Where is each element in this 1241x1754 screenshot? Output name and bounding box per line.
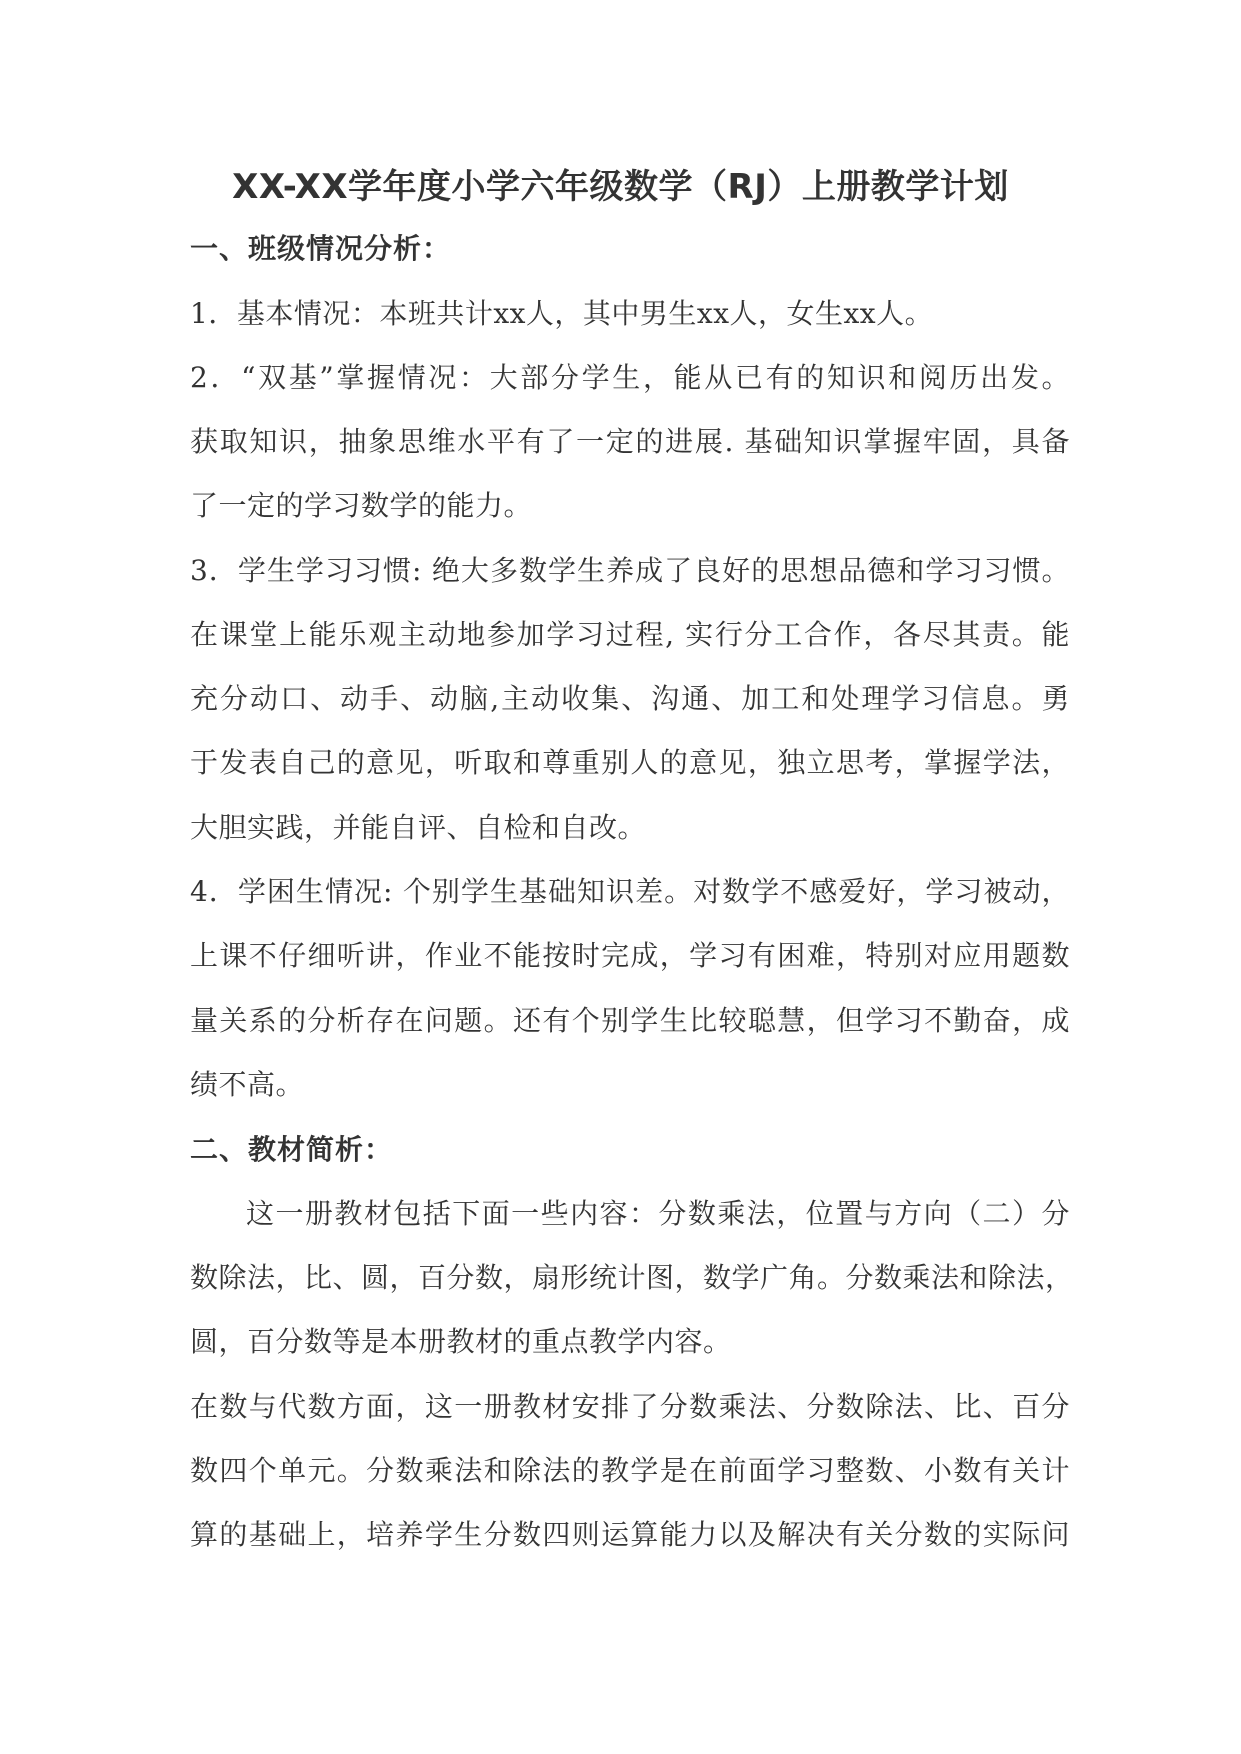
paragraph-line: 数除法，比、圆，百分数，扇形统计图，数学广角。分数乘法和除法， <box>190 1261 1074 1294</box>
paragraph-line: 4．学困生情况: 个别学生基础知识差。对数学不感爱好，学习被动， <box>190 875 1070 908</box>
paragraph-line: 于发表自己的意见，听取和尊重别人的意见，独立思考，掌握学法， <box>190 746 1070 779</box>
paragraph-line: 大胆实践，并能自评、自检和自改。 <box>190 811 647 844</box>
paragraph-line: 2．“双基”掌握情况：大部分学生，能从已有的知识和阅历出发。 <box>190 361 1070 394</box>
paragraph-line: 1．基本情况：本班共计xx人，其中男生xx人，女生xx人。 <box>190 297 934 330</box>
paragraph-line: 数四个单元。分数乘法和除法的教学是在前面学习整数、小数有关计 <box>190 1454 1070 1487</box>
paragraph-line: 充分动口、动手、动脑,主动收集、沟通、加工和处理学习信息。勇 <box>190 682 1070 715</box>
paragraph-line: 算的基础上，培养学生分数四则运算能力以及解决有关分数的实际问 <box>190 1518 1070 1551</box>
paragraph-line: 获取知识，抽象思维水平有了一定的进展. 基础知识掌握牢固，具备 <box>190 425 1070 458</box>
document-title: XX-XX学年度小学六年级数学（RJ）上册教学计划 <box>232 167 1009 207</box>
paragraph-line: 绩不高。 <box>190 1068 305 1101</box>
section-heading-textbook-analysis: 二、教材简析： <box>190 1133 394 1166</box>
paragraph-line: 在课堂上能乐观主动地参加学习过程, 实行分工合作，各尽其责。能 <box>190 618 1070 651</box>
paragraph-line: 在数与代数方面，这一册教材安排了分数乘法、分数除法、比、百分 <box>190 1390 1070 1423</box>
paragraph-line: 上课不仔细听讲，作业不能按时完成，学习有困难，特别对应用题数 <box>190 939 1070 972</box>
paragraph-line: 3．学生学习习惯: 绝大多数学生养成了良好的思想品德和学习习惯。 <box>190 554 1070 587</box>
paragraph-line: 量关系的分析存在问题。还有个别学生比较聪慧，但学习不勤奋，成 <box>190 1004 1070 1037</box>
paragraph-line: 这一册教材包括下面一些内容：分数乘法，位置与方向（二）分 <box>246 1197 1070 1230</box>
paragraph-line: 了一定的学习数学的能力。 <box>190 489 533 522</box>
paragraph-line: 圆，百分数等是本册教材的重点教学内容。 <box>190 1325 732 1358</box>
section-heading-class-analysis: 一、班级情况分析： <box>190 232 452 265</box>
